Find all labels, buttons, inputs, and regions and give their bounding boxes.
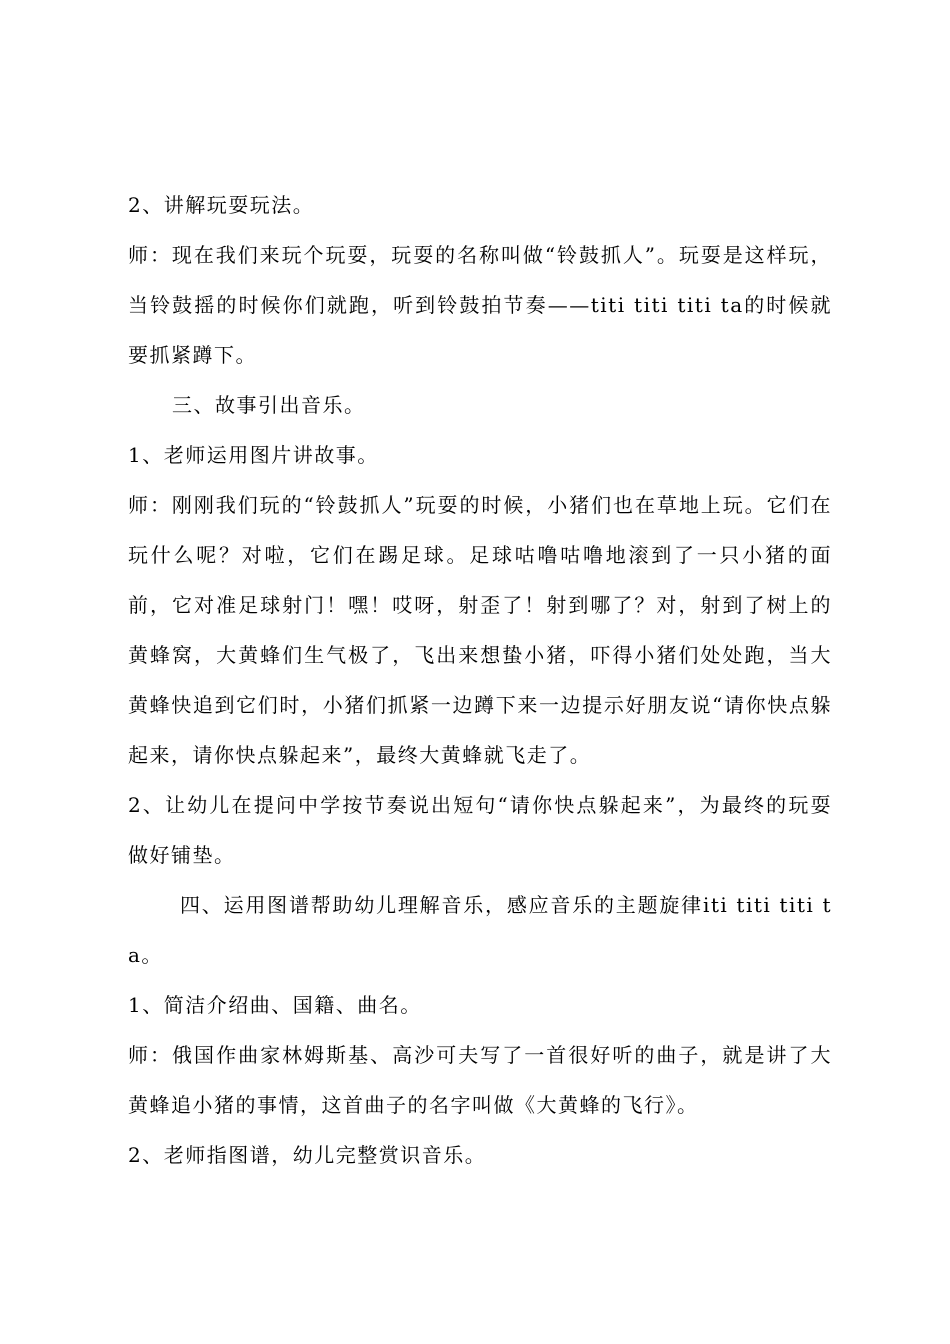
- paragraph-step-2-explain-game: 2、讲解玩耍玩法。: [128, 193, 315, 217]
- paragraph-step-2-appreciate: 2、老师指图谱，幼儿完整赏识音乐。: [128, 1143, 487, 1167]
- paragraph-step-1-intro: 1、简洁介绍曲、国籍、曲名。: [128, 993, 422, 1017]
- paragraph-step-1-story: 1、老师运用图片讲故事。: [128, 443, 379, 467]
- heading-section-4: 四、运用图谱帮助幼儿理解音乐，感应音乐的主题旋律iti titi titi ta。: [128, 893, 832, 967]
- paragraph-step-2-short-sentence: 2、让幼儿在提问中学按节奏说出短句“请你快点躲起来”，为最终的玩耍做好铺垫。: [128, 793, 832, 867]
- heading-section-3: 三、故事引出音乐。: [172, 393, 366, 417]
- paragraph-teacher-game-rules: 师：现在我们来玩个玩耍，玩耍的名称叫做“铃鼓抓人”。玩耍是这样玩，当铃鼓摇的时候你们就跑，听到铃鼓拍节奏——titi titi titi ta的时候就要抓紧蹲下。: [128, 243, 832, 367]
- paragraph-teacher-composer: 师：俄国作曲家林姆斯基、高沙可夫写了一首很好听的曲子，就是讲了大黄蜂追小猪的事情，这首曲子的名字叫做《大黄蜂的飞行》。: [128, 1043, 832, 1117]
- paragraph-teacher-story: 师：刚刚我们玩的“铃鼓抓人”玩耍的时候，小猪们也在草地上玩。它们在玩什么呢？对啦，它们在踢足球。足球咕噜咕噜地滚到了一只小猪的面前，它对准足球射门！嘿！哎呀，射歪了！射到哪了？对，射到了树上的黄蜂窝，大黄蜂们生气极了，飞出来想蛰小猪，吓得小猪们处处跑，当大黄蜂快追到它们时，小猪们抓紧一边蹲下来一边提示好朋友说“请你快点躲起来，请你快点躲起来”，最终大黄蜂就飞走了。: [128, 493, 832, 767]
